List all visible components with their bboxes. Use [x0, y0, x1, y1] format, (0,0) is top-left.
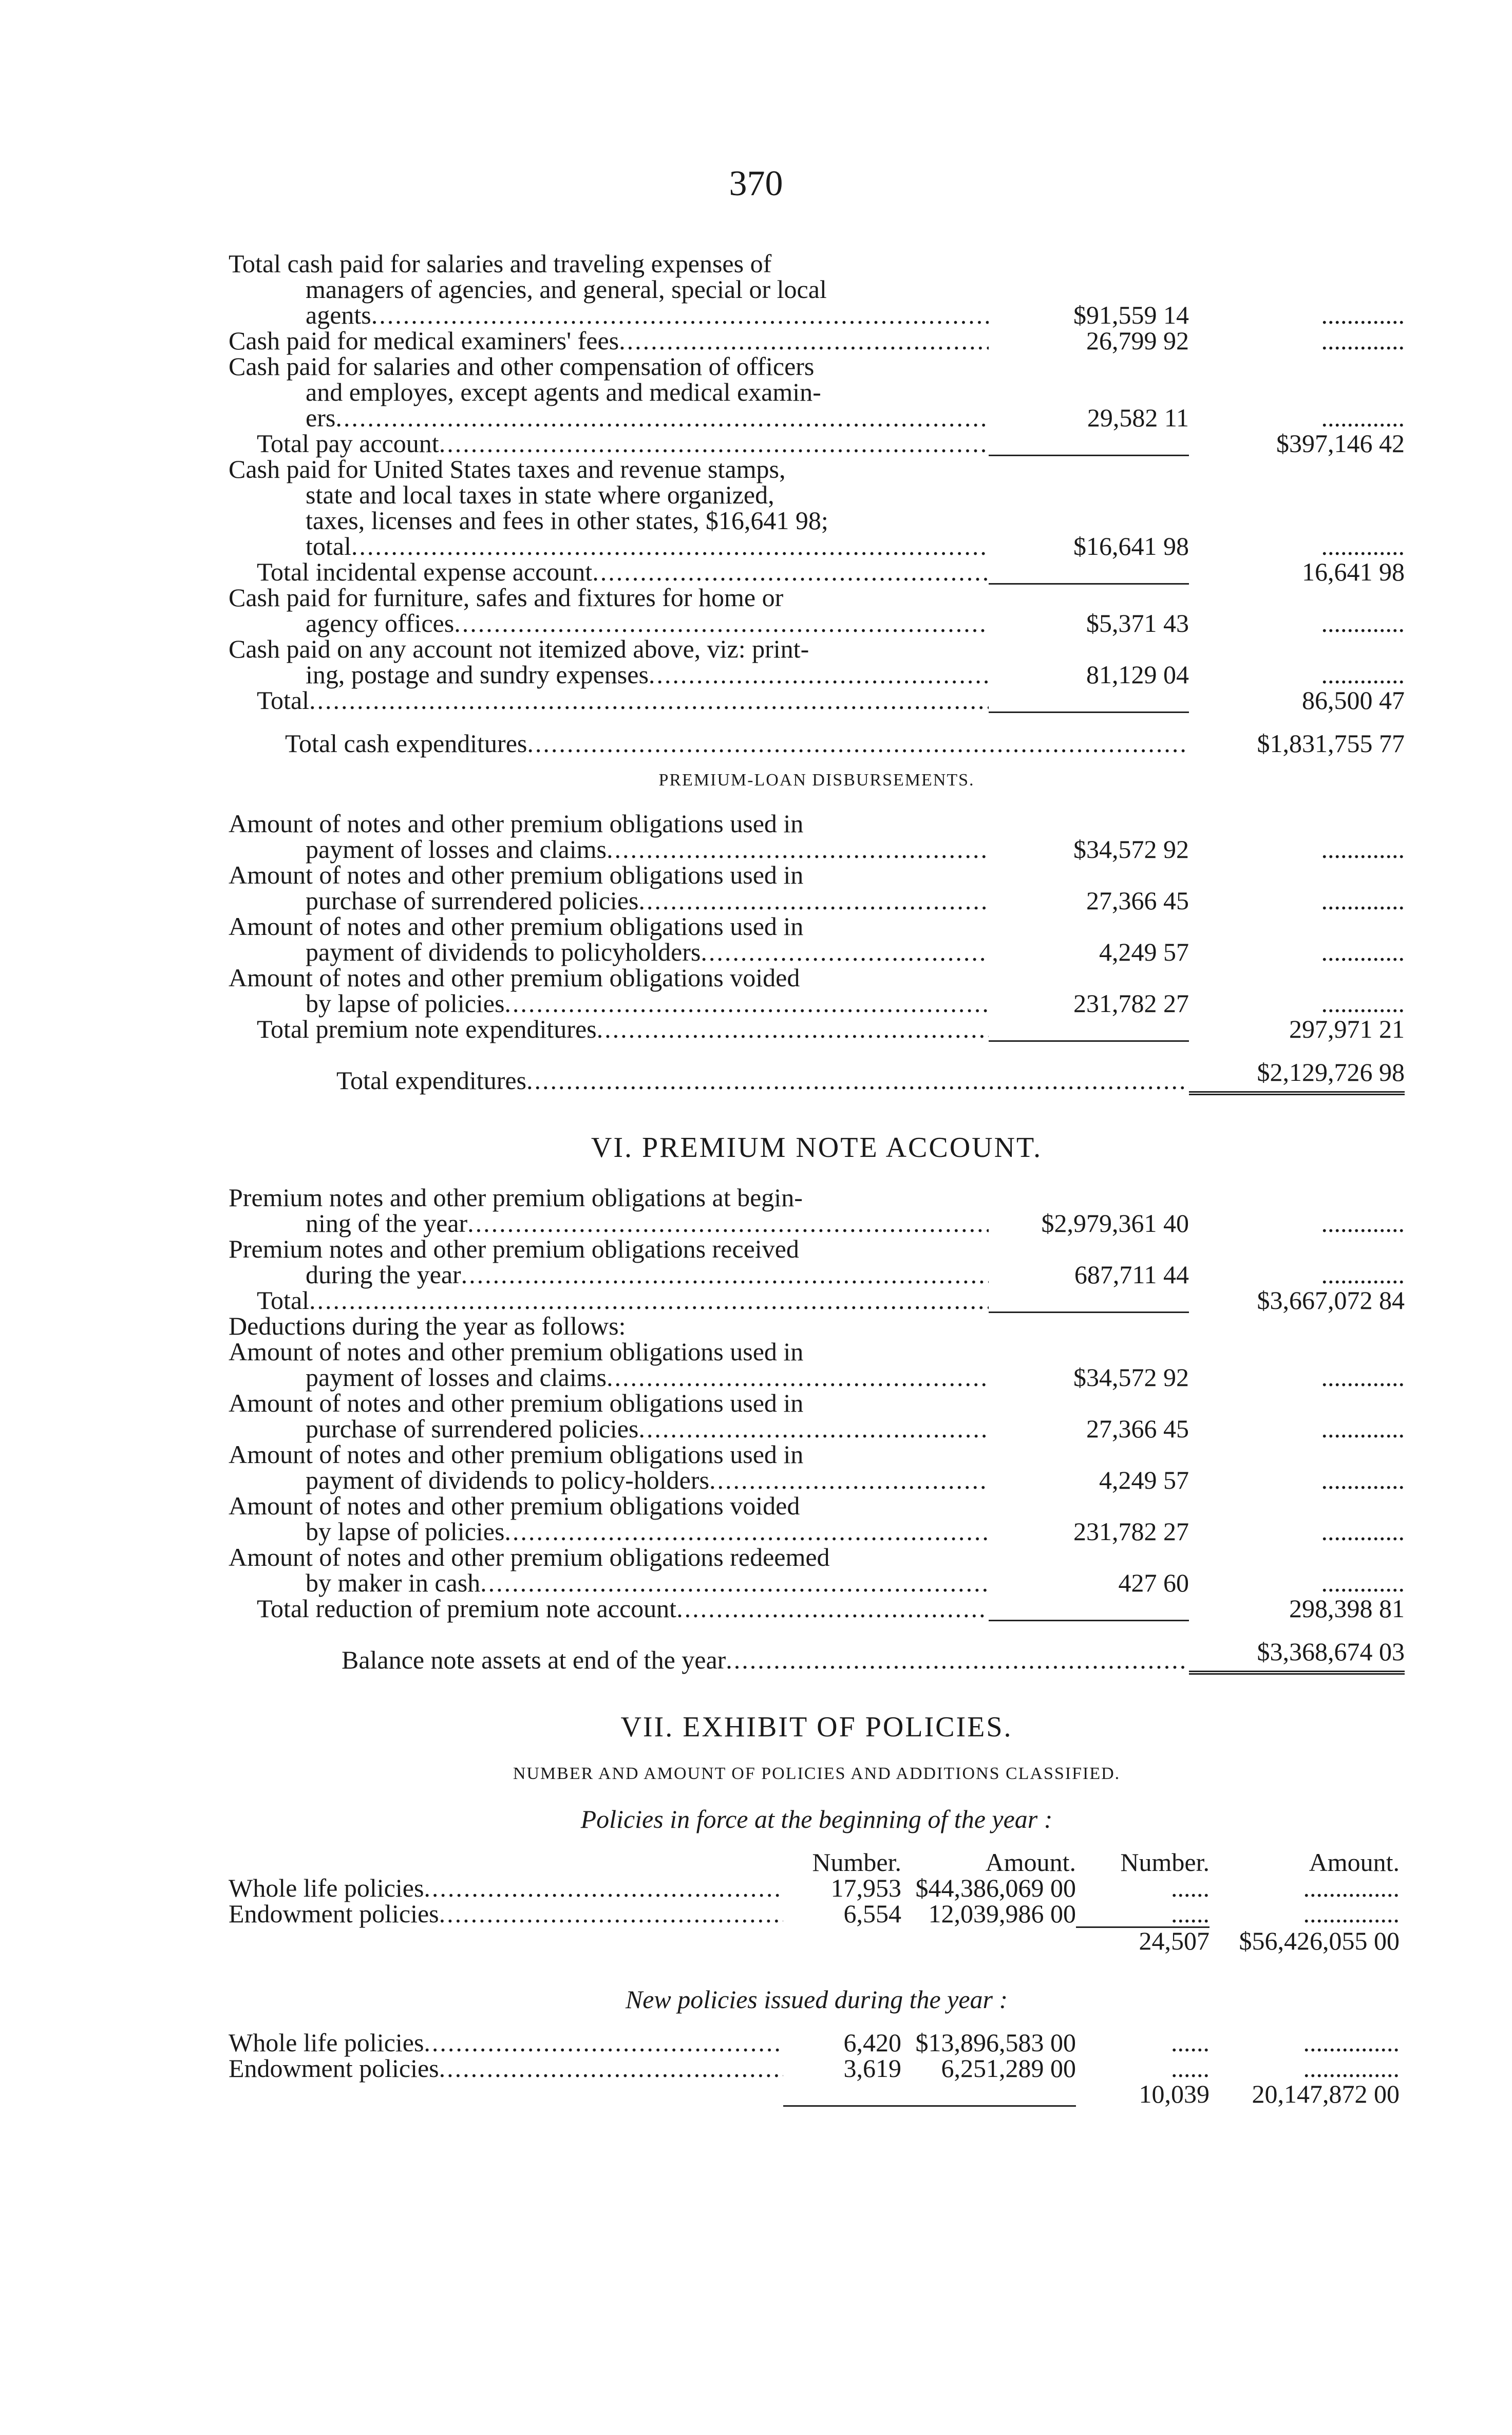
ledger-line: Cash paid on any account not itemized above, viz: print-	[229, 634, 809, 663]
policy-label-cell	[229, 1901, 783, 1926]
ledger-line: Cash paid for United States taxes and revenue stamps,	[229, 455, 786, 483]
ledger-col2-value: .............	[1321, 1466, 1405, 1494]
ledger-col1-value: $2,979,361 40	[1041, 1209, 1189, 1238]
ledger-col1-value: $5,371 43	[1086, 609, 1189, 638]
ledger-line	[229, 430, 989, 456]
ledger-line-text: Total	[257, 686, 310, 715]
ledger-row	[229, 251, 1405, 328]
policy-label: Whole life policies	[229, 1874, 424, 1902]
exhibit-title: VII. EXHIBIT OF POLICIES.	[620, 1711, 1013, 1743]
ledger-line-text: Total incidental expense account	[257, 557, 593, 586]
ledger-line-text: Cash paid for medical examiners' fees	[229, 326, 619, 355]
ledger-col2-value: .............	[1321, 1568, 1405, 1597]
ledger-col1-value: 26,799 92	[1086, 326, 1189, 355]
ledger-col2-value: .............	[1321, 938, 1405, 966]
ledger-col1-value: 687,711 44	[1074, 1260, 1189, 1289]
deductions-label-row	[229, 1313, 1405, 1339]
policy-label-cell	[229, 2030, 783, 2055]
exhibit-subheading: NUMBER AND AMOUNT OF POLICIES AND ADDITIONS CLASSIFIED.	[513, 1764, 1121, 1783]
in-force-heading: Policies in force at the beginning of the year :	[580, 1805, 1053, 1833]
ledger-col1-value	[989, 583, 1189, 585]
ledger-line	[229, 1210, 989, 1236]
ledger-line-text: by maker in cash	[306, 1568, 481, 1597]
table-row	[229, 1875, 1405, 1901]
ledger-col2-value: 86,500 47	[1302, 686, 1405, 715]
ledger-col1-value: $91,559 14	[1073, 301, 1189, 329]
ledger-line: Amount of notes and other premium obligations used in	[229, 809, 804, 838]
ledger-row	[229, 1596, 1405, 1621]
ledger-line	[229, 1596, 989, 1621]
policy-amount: $44,386,069 00	[915, 1874, 1076, 1902]
policy-number-2: ......	[1171, 2028, 1209, 2057]
ledger-col2-value: .............	[1321, 835, 1405, 864]
ledger-row	[229, 811, 1405, 862]
ledger-line-text: by lapse of policies	[306, 989, 505, 1018]
ledger-row	[229, 1390, 1405, 1441]
ledger-line	[229, 610, 989, 636]
ledger-line: Amount of notes and other premium obligations used in	[229, 1440, 804, 1469]
ledger-col1-value: 29,582 11	[1087, 403, 1189, 432]
ledger-line-text: payment of dividends to policyholders	[306, 938, 701, 966]
ledger-col1-value	[989, 1040, 1189, 1042]
premium-note-account-title: VI. PREMIUM NOTE ACCOUNT.	[591, 1132, 1043, 1164]
policy-amount: 6,251,289 00	[941, 2054, 1076, 2083]
ledger-line-text: Total premium note expenditures	[257, 1015, 597, 1043]
in-force-total-amount: $56,426,055 00	[1239, 1926, 1400, 1955]
ledger-col2-value: .............	[1321, 1209, 1405, 1238]
ledger-line: Amount of notes and other premium obligations voided	[229, 963, 800, 992]
ledger-line	[229, 1287, 989, 1313]
ledger-line: and employes, except agents and medical examin-	[306, 378, 821, 406]
ledger-line	[229, 1467, 989, 1493]
premium-loan-heading: PREMIUM-LOAN DISBURSEMENTS.	[658, 771, 975, 790]
ledger-line-text: total	[306, 532, 351, 560]
new-total-number: 10,039	[1139, 2080, 1209, 2108]
ledger-col1-value: 231,782 27	[1073, 1517, 1189, 1546]
ledger-col2-value: .............	[1321, 301, 1405, 329]
ledger-line: Amount of notes and other premium obligations redeemed	[229, 1543, 830, 1571]
total-expenditures-label: Total expenditures	[336, 1066, 526, 1095]
deductions-ledger	[229, 1339, 1405, 1621]
balance-value: $3,368,674 03	[1189, 1637, 1405, 1675]
policy-amount: 12,039,986 00	[928, 1899, 1076, 1928]
balance-label: Balance note assets at end of the year	[342, 1645, 726, 1674]
ledger-col2-value: 297,971 21	[1289, 1015, 1405, 1043]
ledger-line-text: during the year	[306, 1260, 461, 1289]
ledger-line	[229, 1570, 989, 1596]
ledger-line: state and local taxes in state where organized,	[306, 480, 774, 509]
balance-row	[229, 1637, 1405, 1675]
ledger-col1-value: 27,366 45	[1086, 886, 1189, 915]
ledger-line	[229, 939, 989, 965]
deductions-label: Deductions during the year as follows:	[229, 1312, 626, 1340]
ledger-row	[229, 1339, 1405, 1390]
ledger-row	[229, 1236, 1405, 1287]
in-force-total-number: 24,507	[1076, 1926, 1209, 1954]
premium-loan-ledger	[229, 811, 1405, 1042]
policy-label-cell	[229, 2055, 783, 2081]
ledger-line: Amount of notes and other premium obligations voided	[229, 1491, 800, 1520]
ledger-line-text: Total reduction of premium note account	[257, 1594, 677, 1623]
ledger-col2-value: .............	[1321, 326, 1405, 355]
ledger-row	[229, 353, 1405, 430]
ledger-col2-value: $397,146 42	[1276, 429, 1405, 458]
ledger-col1-value: 81,129 04	[1086, 660, 1189, 689]
ledger-line-text: ers	[306, 403, 336, 432]
ledger-col2-value: .............	[1321, 532, 1405, 560]
ledger-col1-value	[989, 1620, 1189, 1621]
policy-amount-2: ...............	[1303, 1874, 1400, 1902]
header-amount-2: Amount.	[1309, 1848, 1400, 1877]
policy-number: 3,619	[843, 2054, 901, 2083]
policy-amount: $13,896,583 00	[915, 2028, 1076, 2057]
ledger-line	[229, 1262, 989, 1287]
ledger-row	[229, 913, 1405, 965]
ledger-line-text: ning of the year	[306, 1209, 468, 1238]
policy-label: Endowment policies	[229, 1899, 439, 1928]
header-number: Number.	[812, 1848, 901, 1877]
ledger-row	[229, 430, 1405, 456]
ledger-col1-value: 427 60	[1118, 1568, 1189, 1597]
ledger-line	[229, 888, 989, 913]
ledger-line: Premium notes and other premium obligations received	[229, 1234, 799, 1263]
ledger-line-text: Total pay account	[257, 429, 439, 458]
ledger-line	[229, 1364, 989, 1390]
new-total-row	[229, 2081, 1405, 2107]
ledger-line	[229, 328, 989, 353]
ledger-line: Premium notes and other premium obligations at begin-	[229, 1183, 803, 1212]
ledger-col1-value	[989, 711, 1189, 713]
premium-note-ledger	[229, 1185, 1405, 1313]
ledger-line: taxes, licenses and fees in other states, $16,641 98;	[306, 506, 828, 535]
total-expenditures-row	[229, 1057, 1405, 1095]
ledger-row	[229, 862, 1405, 913]
policy-label-cell	[229, 1875, 783, 1901]
ledger-row	[229, 965, 1405, 1016]
ledger-line-text: by lapse of policies	[306, 1517, 505, 1546]
ledger-line	[229, 1016, 989, 1042]
ledger-line: Amount of notes and other premium obligations used in	[229, 912, 804, 941]
policy-number: 17,953	[830, 1874, 901, 1902]
ledger-col2-value: .............	[1321, 609, 1405, 638]
ledger-line	[229, 662, 989, 687]
ledger-line: Cash paid for furniture, safes and fixtures for home or	[229, 583, 784, 612]
ledger-col1-value: 4,249 57	[1099, 938, 1189, 966]
ledger-col2-value: .............	[1321, 660, 1405, 689]
ledger-line	[229, 990, 989, 1016]
ledger-col2-value: 16,641 98	[1302, 557, 1405, 586]
ledger-line	[229, 836, 989, 862]
policy-label: Whole life policies	[229, 2028, 424, 2057]
ledger-row	[229, 1287, 1405, 1313]
ledger-col1-value	[989, 455, 1189, 456]
ledger-line-text: Total	[257, 1286, 310, 1315]
new-total-amount: 20,147,872 00	[1252, 2080, 1400, 2108]
ledger-row	[229, 687, 1405, 713]
policy-number-2: ......	[1171, 1899, 1209, 1928]
table-header	[229, 1849, 1405, 1875]
ledger-line-text: payment of losses and claims	[306, 835, 607, 864]
ledger-line-text: purchase of surrendered policies	[306, 1414, 639, 1443]
ledger-line-text: payment of losses and claims	[306, 1363, 607, 1392]
header-number-2: Number.	[1120, 1848, 1209, 1877]
ledger-row	[229, 456, 1405, 559]
page-content	[229, 251, 1405, 2107]
ledger-col1-value: 4,249 57	[1099, 1466, 1189, 1494]
ledger-row	[229, 585, 1405, 636]
ledger-line-text: agency offices	[306, 609, 455, 638]
in-force-table	[229, 1849, 1405, 1954]
ledger-col2-value: .............	[1321, 989, 1405, 1018]
ledger-col2-value: .............	[1321, 886, 1405, 915]
ledger-line-text: ing, postage and sundry expenses	[306, 660, 649, 689]
header-amount: Amount.	[985, 1848, 1076, 1877]
total-cash-expenditures-row	[229, 728, 1405, 758]
policy-amount-2: ...............	[1303, 2054, 1400, 2083]
ledger-line	[229, 1416, 989, 1441]
ledger-col2-value: .............	[1321, 1363, 1405, 1392]
ledger-line: Cash paid for salaries and other compensation of officers	[229, 352, 815, 381]
expenses-ledger	[229, 251, 1405, 713]
table-row	[229, 1901, 1405, 1926]
ledger-line: Total cash paid for salaries and traveling expenses of	[229, 249, 772, 278]
total-cash-expenditures-value: $1,831,755 77	[1257, 729, 1405, 758]
table-row	[229, 2055, 1405, 2081]
ledger-line: managers of agencies, and general, special or local	[306, 275, 827, 304]
ledger-line-text: purchase of surrendered policies	[306, 886, 639, 915]
ledger-col1-value: $34,572 92	[1073, 835, 1189, 864]
ledger-col1-value: 231,782 27	[1073, 989, 1189, 1018]
ledger-col2-value: .............	[1321, 1414, 1405, 1443]
table-row	[229, 2030, 1405, 2055]
ledger-line	[229, 559, 989, 585]
ledger-line: Amount of notes and other premium obligations used in	[229, 1389, 804, 1417]
policy-number: 6,554	[843, 1899, 901, 1928]
ledger-line-text: agents	[306, 301, 371, 329]
ledger-col2-value: .............	[1321, 403, 1405, 432]
ledger-col2-value: 298,398 81	[1289, 1594, 1405, 1623]
ledger-col2-value: .............	[1321, 1260, 1405, 1289]
ledger-row	[229, 559, 1405, 585]
policy-number: 6,420	[843, 2028, 901, 2057]
ledger-col1-value: $16,641 98	[1073, 532, 1189, 560]
ledger-row	[229, 1493, 1405, 1544]
ledger-row	[229, 328, 1405, 353]
policy-amount-2: ...............	[1303, 2028, 1400, 2057]
ledger-col1-value: $34,572 92	[1073, 1363, 1189, 1392]
new-policies-heading: New policies issued during the year :	[625, 1985, 1008, 2014]
ledger-row	[229, 1016, 1405, 1042]
in-force-total-row	[229, 1926, 1405, 1954]
ledger-line: Amount of notes and other premium obligations used in	[229, 860, 804, 889]
ledger-col1-value	[989, 1312, 1189, 1313]
ledger-line	[229, 405, 989, 430]
ledger-row	[229, 1441, 1405, 1493]
ledger-line	[229, 302, 989, 328]
ledger-line-text: payment of dividends to policy-holders	[306, 1466, 709, 1494]
policy-number-2: ......	[1171, 2054, 1209, 2083]
ledger-row	[229, 636, 1405, 687]
ledger-line: Amount of notes and other premium obligations used in	[229, 1337, 804, 1366]
new-policies-table	[229, 2030, 1405, 2107]
page-number: 370	[729, 164, 783, 203]
ledger-line	[229, 687, 989, 713]
policy-number-2: ......	[1171, 1874, 1209, 1902]
ledger-line	[229, 533, 989, 559]
policy-label: Endowment policies	[229, 2054, 439, 2083]
ledger-col2-value: .............	[1321, 1517, 1405, 1546]
total-expenditures-value: $2,129,726 98	[1189, 1057, 1405, 1095]
ledger-col1-value: 27,366 45	[1086, 1414, 1189, 1443]
ledger-row	[229, 1185, 1405, 1236]
policy-amount-2: ...............	[1303, 1899, 1400, 1928]
ledger-row	[229, 1544, 1405, 1596]
ledger-line	[229, 1519, 989, 1544]
ledger-col2-value: $3,667,072 84	[1257, 1286, 1405, 1315]
total-cash-expenditures-label: Total cash expenditures	[285, 729, 527, 758]
